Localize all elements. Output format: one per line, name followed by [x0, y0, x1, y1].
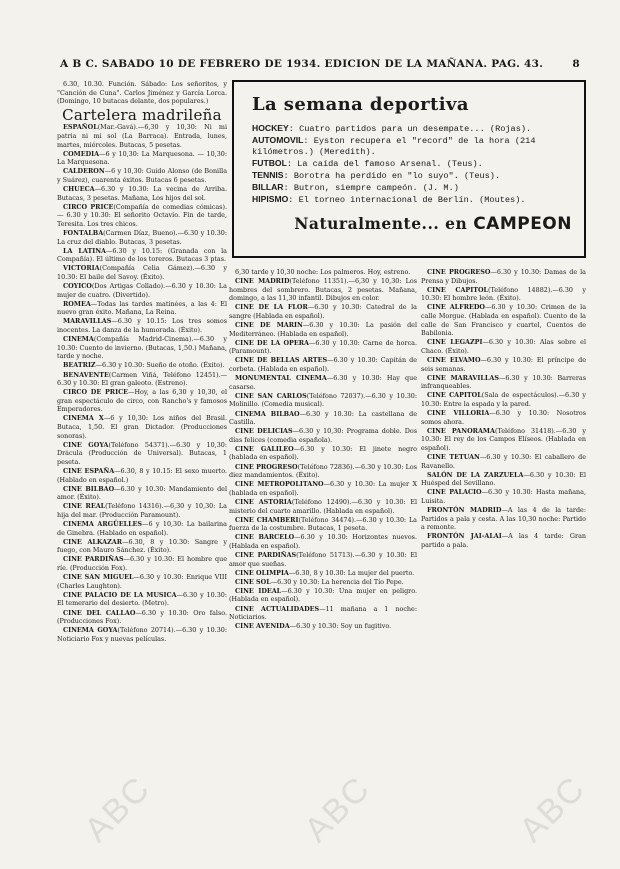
listing-entry — [57, 264, 227, 281]
listing-venue: CINEMA — [63, 335, 94, 344]
listing-entry — [421, 268, 586, 285]
listing-text: —6.30, 8 y 10.30: La mujer del puerto. — [288, 568, 415, 577]
listing-text: —6.30 y 10.30: Nosotros somos ahora. — [421, 409, 586, 426]
listing-text: —6.30 y 10.30: El hombre que ríe. (Producción Fox). — [57, 555, 227, 573]
listing-entry — [229, 339, 417, 356]
listing-entry — [229, 587, 417, 604]
listing-text: —6.30 y 10.30: Soy un fugitivo. — [289, 622, 392, 631]
listing-text: —6.30 y 10.30: El príncipe de seis semanas. — [421, 355, 586, 373]
listing-entry — [421, 488, 586, 505]
listing-entry — [57, 467, 227, 484]
col3-entries — [421, 268, 586, 550]
listing-venue: SALÓN DE LA ZARZUELA — [427, 470, 524, 479]
listing-text: (Carmen Viñá, Teléfono 12451).—6.30 y 10.30: El gran galeoto. (Estreno). — [57, 370, 227, 388]
listing-entry — [57, 185, 227, 202]
listing-venue: CINE DE LA OPERA — [235, 338, 309, 347]
listing-text: —6.30 y 10.30: La vecina de Arriba. Butacas, 3 pesetas. Mañana, Los hijos del sol. — [57, 185, 227, 202]
listing-text: —6 y 10,30: Guido Alonso (de Bonilla y Suárez), cuarenta éxitos. Butacas 6 pesetas. — [57, 167, 227, 184]
listing-entry — [229, 463, 417, 480]
listing-entry — [57, 388, 227, 414]
listing-entry — [229, 498, 417, 515]
listing-text: —6.30 y 10.30: La mujer X (hablada en español). — [229, 480, 417, 497]
listing-text: —6 y 10,30: La bailarina de Ginebra. (Hablado en español). — [57, 520, 227, 537]
listing-text: (Teléfono 20714).—6.30 y 10.30: Noticiario Fox y nuevas películas. — [57, 626, 227, 643]
listing-text: —6.30 y 10.30: Sueño de otoño. (Éxito). — [95, 361, 225, 370]
column-right — [421, 268, 586, 848]
listing-venue: CINE PALACIO — [427, 488, 482, 497]
listing-entry — [57, 229, 227, 246]
listing-entry — [421, 338, 586, 355]
listing-entry — [229, 321, 417, 338]
listing-entry — [57, 609, 227, 626]
listing-entry — [57, 414, 227, 440]
listing-text: —6.30 y 10.30: Enrique VIII (Charles Laughton). — [57, 573, 227, 590]
listing-entry — [57, 167, 227, 184]
listing-entry — [229, 605, 417, 622]
listing-venue: CINE PROGRESO — [427, 268, 491, 276]
listing-venue: CINE LEGAZPI — [427, 338, 483, 347]
listing-text: —6.30 y 10.30: Capitán de corbeta. (Hablada en español). — [229, 356, 417, 374]
listing-text: —6.30 y 10.30: La castellana de Castilla. — [229, 409, 417, 427]
listing-entry — [57, 371, 227, 388]
listing-text: (Dos Artigas Collado).—6.30 y 10.30: La mujer de cuatro. (Divertido). — [57, 282, 227, 299]
listing-text: —6.30 y 10.30: Damas de la Prensa y Dibujos. — [421, 268, 586, 285]
page-header — [60, 58, 580, 70]
listing-text: 6,30 tarde y 10,30 noche: Los palmeros. Hoy, estreno. — [235, 268, 411, 276]
listing-text: —6.30 y 10.30: Carne de horca. (Paramount). — [229, 338, 417, 356]
listing-venue: CINE ACTUALIDADES — [235, 604, 320, 613]
listing-text: —6.30 y 10.30: Mandamiento del amor. (Éxito). — [57, 484, 227, 502]
sports-advert — [232, 80, 586, 258]
advert-line: BILLAR: Butron, siempre campeón. (J. M.) — [252, 182, 459, 193]
listing-entry — [229, 480, 417, 497]
advert-line: TENNIS: Borotra ha perdido en "lo suyo". (Teus). — [252, 170, 501, 181]
listing-venue: CINE PANORAMA — [427, 426, 495, 435]
listing-entry — [229, 533, 417, 550]
listing-entry — [57, 441, 227, 467]
listing-venue: CINE PARDIÑAS — [235, 551, 297, 559]
listing-entry — [421, 303, 586, 337]
listing-text: (Teléfono 14316).—6,30 y 10,30: La hija del mar. (Producción Paramount). — [57, 502, 227, 519]
listing-text: (Teléfono 31418).—6.30 y 10.30: El rey de los Campos Elíseos. (Hablada en español). — [421, 426, 586, 452]
listing-venue: CINE TETUAN — [427, 452, 480, 461]
listing-venue: CINE ASTORIA — [235, 497, 292, 506]
listing-venue: CHUECA — [63, 185, 95, 194]
listing-entry — [57, 335, 227, 361]
listing-venue: CINE MADRID — [235, 277, 290, 286]
listing-venue: CINE DEL CALLAO — [63, 608, 136, 617]
listing-text: (Teléfono 51713).—6.30 y 10.30: El amor que sueñas. — [229, 551, 417, 568]
page-mark: 8 — [572, 58, 580, 70]
listing-text: —6 y 10,30: La Marquesona. — 10,30: La Marquesona. — [57, 149, 227, 167]
listing-entry — [229, 551, 417, 568]
listing-venue: CIRCO PRICE — [63, 202, 114, 211]
listing-text: —6.30 y 10.30: El Huésped del Sevillano. — [421, 470, 586, 488]
listing-entry — [229, 427, 417, 444]
listing-venue: CIRCO DE PRICE — [63, 388, 129, 397]
advert-line: AUTOMOVIL: Eyston recupera el "record" de la hora (214 kilómetros.) (Meredith). — [252, 135, 536, 157]
listing-text: (Compañía de comedias cómicas). — 6.30 y 10.30: El señorito Octavio. Fin de tarde, Teresita. Los tres chicos. — [57, 202, 227, 228]
listing-text: —6.30 y 10.15: (Granada con la Compañía). El último de los toreros. Butacas 3 ptas. — [57, 246, 227, 264]
listing-venue: BENAVENTE — [63, 370, 109, 379]
column-left — [57, 80, 227, 850]
listing-venue: ROMEA — [63, 299, 91, 308]
listing-entry — [57, 300, 227, 317]
listing-text: (Carmen Díaz, Bueno).—6.30 y 10.30: La cruz del diablo. Butacas, 3 pesetas. — [57, 229, 227, 246]
listing-text: —6.30 y 10.30: Hasta mañana, Luisita. — [421, 488, 586, 505]
listing-text: (Mar.-Gavá).—6,30 y 10,30: Ni mi patria ni mi sol (La Barraca). Entrada, lunes, martes, miércoles. Butacas, 5 pesetas. — [57, 123, 227, 149]
listing-text: —6.30 y 10.30: Oro falso. (Producciones Fox). — [57, 608, 227, 626]
listing-text: (Teléfono 11351).—6,30 y 10,30: Los hombres del sombrero. Butacas, 2 pesetas. Mañana, domingo, a las 11,30 infantil. Dibujos en color. — [229, 277, 417, 303]
listing-venue: CINEMA ARGÜELLES — [63, 520, 143, 529]
listing-venue: CINE SAN CARLOS — [235, 391, 307, 400]
listing-venue: COMEDIA — [63, 149, 100, 158]
col1-entries — [57, 123, 227, 643]
listing-venue: LA LATINA — [63, 246, 107, 255]
advert-slogan — [252, 214, 572, 234]
listing-venue: CINE DE MARIN — [235, 321, 303, 330]
advert-line: FUTBOL: La caída del famoso Arsenal. (Teus). — [252, 158, 483, 169]
listing-entry — [421, 391, 586, 408]
listing-venue: CINE OLIMPIA — [235, 568, 289, 577]
listing-venue: CINE DELICIAS — [235, 427, 293, 436]
listing-entry — [421, 374, 586, 391]
listing-entry — [421, 453, 586, 470]
listing-venue: CINEMA X — [63, 414, 104, 423]
listing-venue: CINE REAL — [63, 502, 106, 511]
listing-entry — [421, 286, 586, 303]
listing-entry — [57, 317, 227, 334]
listing-entry — [57, 591, 227, 608]
listing-text: (Teléfono 14882).—6.30 y 10.30: El hombre león. (Éxito). — [421, 285, 586, 303]
listing-entry — [421, 471, 586, 488]
listing-entry — [229, 445, 417, 462]
listing-entry — [57, 150, 227, 167]
listing-text: —6.30 y 10.30: Catedral de la sangre (Hablada en español). — [229, 303, 417, 320]
listing-venue: CINE PROGRESO — [235, 462, 298, 471]
listing-entry — [57, 247, 227, 264]
listing-text: —6.30 y 10.15: Los tres somos inocentes. La danza de la humorada. (Éxito). — [57, 317, 227, 335]
listing-text: —6.30 y 10.30: Hay que casarse. — [229, 374, 417, 391]
listing-text: (Teléfono 12490).—6.30 y 10.30: El misterio del cuarto amarillo. (Hablada en español). — [229, 497, 417, 515]
listing-venue: CINE MARAVILLAS — [427, 373, 499, 382]
listing-venue: CINEMA BILBAO — [235, 409, 300, 418]
listing-text: —11 mañana a 1 noche: Noticiarios. — [229, 604, 417, 622]
listing-venue: CINE CHAMBERI — [235, 515, 299, 524]
advert-line: HIPISMO: El torneo internacional de Berlín. (Moutes). — [252, 194, 526, 205]
advert-line: HOCKEY: Cuatro partidos para un desempate... (Rojas). — [252, 123, 532, 134]
listing-entry — [57, 485, 227, 502]
listing-text: —6.30 y 10.30: Una mujer en peligro. (Hablada en español). — [229, 586, 417, 604]
listing-entry — [229, 392, 417, 409]
advert-title: La semana deportiva — [252, 94, 469, 115]
listing-venue: CINE CAPITOL — [427, 285, 489, 294]
listing-venue: CINE BILBAO — [63, 484, 115, 493]
listing-text: —6.30 y 10.30: La pasión del Mediterráneo. (Hablada en español). — [229, 321, 417, 338]
listing-venue: CINE BARCELO — [235, 533, 295, 542]
listing-venue: MARAVILLAS — [63, 317, 112, 326]
advert-brand: CAMPEON — [473, 214, 572, 234]
listing-text: —6.30, 8 y 10.30: Sangre y fuego, con Mauro Sánchez. (Éxito). — [57, 537, 227, 555]
listing-text: —6.30 y 10.30: El caballero de Ravanello. — [421, 452, 586, 470]
listing-venue: CINE METROPOLITANO — [235, 480, 324, 489]
listing-venue: CINE ALKAZAR — [63, 537, 123, 546]
col2-entries — [229, 268, 417, 631]
listing-text: —6.30 y 10.30: Crimen de la calle Morgue. (Hablada en español). Cuento de la calle de San Francisco y cuartel, Cuentos de Babilonia. — [421, 303, 586, 338]
listing-entry — [57, 626, 227, 643]
listing-text: —6.30 y 10.30: La herencia del Tío Pepe. — [270, 577, 404, 586]
listing-entry — [229, 569, 417, 578]
listing-venue: CINE SOL — [235, 577, 271, 586]
listing-venue: FRONTÓN MADRID — [427, 506, 502, 515]
listing-text: —A las 4 tarde: Gran partido a pala. — [421, 532, 586, 549]
listing-entry — [57, 502, 227, 519]
abc-watermark: ABC — [77, 768, 158, 850]
listing-venue: COYICO — [63, 282, 92, 291]
listing-text: —6.30 y 10.30: Horizontes nuevos. (Hablada en español). — [229, 533, 417, 550]
listing-text: —6.30 y 10.30: Barreras infranqueables. — [421, 373, 586, 391]
listing-text: (Teléfono 34474).—6.30 y 10.30: La fuerza de la costumbre. Butacas, 1 peseta. — [229, 515, 417, 533]
listing-text: —6.30 y 10.30: El jinete negro (hablada en español). — [229, 444, 417, 462]
listing-entry — [57, 361, 227, 370]
listing-venue: BEATRIZ — [63, 361, 96, 370]
listing-entry — [229, 303, 417, 320]
listing-text: (Sala de espectáculos).—6.30 y 10.30: Entre la espada y la pared. — [421, 391, 586, 408]
listing-venue: CINEMA GOYA — [63, 626, 118, 635]
listing-text: —6.30 y 10.30: El temerario del desierto. (Metro). — [57, 590, 227, 608]
listing-entry — [57, 520, 227, 537]
listing-venue: CINE PARDIÑAS — [63, 555, 124, 564]
listing-entry — [57, 282, 227, 299]
listing-text: —Todas las tardes matinées, a las 4: El nuevo gran éxito. Mañana, La Reina. — [57, 299, 227, 317]
listing-entry — [57, 123, 227, 149]
listing-text: —6.30 y 10,30: Programa doble. Dos días felices (comedia española). — [229, 427, 417, 444]
listing-entry — [229, 356, 417, 373]
listing-venue: CALDERON — [63, 167, 105, 176]
listing-venue: CINE IDEAL — [235, 586, 282, 595]
listing-entry — [229, 622, 417, 631]
listing-venue: CINE DE BELLAS ARTES — [235, 356, 328, 365]
section-title: Cartelera madrileña — [62, 105, 222, 124]
listing-venue: CINE VILLORIA — [427, 409, 490, 417]
listing-entry — [57, 538, 227, 555]
listing-venue: CINE AVENIDA — [235, 622, 290, 631]
listing-venue: FONTALBA — [63, 229, 104, 237]
listing-venue: CINE ESPAÑA — [63, 467, 115, 476]
listing-entry — [229, 516, 417, 533]
listing-venue: CINE CAPITOL — [427, 391, 482, 400]
abc-watermark: ABC — [512, 768, 593, 850]
listing-entry — [229, 268, 417, 277]
listing-text: —Hoy, a las 6,30 y 10,30, el gran espectáculo de circo, con Rancho's y famosos Emperadores. — [57, 388, 227, 414]
listing-entry — [57, 555, 227, 572]
listing-text: —6.30, 8 y 10.15: El sexo muerto. (Hablado en español.) — [57, 467, 227, 484]
listing-text: (Teléfono 72836).—6.30 y 10.30: Los diez mandamientos. (Éxito). — [229, 462, 417, 480]
listing-text: (Compañía Madrid-Cinema).—6.30 y 10.30: Cuento de invierno. (Butacas, 1,50.) Mañana, tarde y noche. — [57, 335, 227, 361]
listing-venue: CINE GALILEO — [235, 444, 294, 453]
listing-venue: FRONTÓN JAI-ALAI — [427, 532, 502, 541]
listing-entry — [421, 506, 586, 532]
listing-venue: CINE ELVAMO — [427, 355, 481, 364]
listing-entry — [57, 203, 227, 229]
listing-text: (Teléfono 72037).—6.30 y 10.30: Molinillo. (Comedia musical). — [229, 391, 417, 409]
advert-slogan-text: Naturalmente... en — [294, 214, 468, 233]
listing-entry — [421, 532, 586, 549]
listing-text: (Compañía Celia Gámez).—6.30 y 10.30: El baile del Savoy. (Éxito). — [57, 264, 227, 281]
listing-entry — [421, 409, 586, 426]
listing-entry — [229, 578, 417, 587]
listing-venue: CINE SAN MIGUEL — [63, 573, 134, 582]
listing-entry — [57, 573, 227, 590]
listing-entry — [421, 427, 586, 453]
listing-venue: ESPAÑOL — [63, 123, 98, 132]
listing-text: —A las 4 de la tarde: Partidos a pala y cesta. A las 10,30 noche: Partido a remonte. — [421, 506, 586, 532]
advert-lines — [252, 123, 572, 206]
listing-text: —6 y 10,30: Los niños del Brasil. Butaca, 1,50. El gran Dictador. (Producciones sonoras). — [57, 414, 227, 440]
col1-intro: 6.30, 10.30. Función. Sábado: Los señoritos, y "Canción de Cuna". Carlos Jiménez y García Lorca. (Domingo, 10 butacas delante, dos populares.) — [57, 80, 227, 106]
listing-entry — [421, 356, 586, 373]
listing-text: (Teléfono 54371).—6.30 y 10,30: Drácula (Producción de Universal). Butacas, 1 peseta. — [57, 440, 227, 466]
listing-entry — [229, 277, 417, 303]
abc-watermark: ABC — [297, 768, 378, 850]
listing-venue: CINE DE LA FLOR — [235, 303, 308, 312]
listing-text: —6.30 y 10.30: Alas sobre el Chaco. (Éxito). — [421, 338, 586, 355]
listing-venue: CINE PALACIO DE LA MUSICA — [63, 590, 177, 599]
listing-entry — [229, 374, 417, 391]
listing-venue: VICTORIA — [63, 264, 100, 273]
listing-venue: CINE GOYA — [63, 440, 109, 449]
column-middle — [229, 268, 417, 848]
listing-venue: CINE ALFREDO — [427, 303, 485, 312]
listing-entry — [229, 410, 417, 427]
header-text: A B C. SABADO 10 DE FEBRERO DE 1934. EDICION DE LA MAÑANA. PAG. 43. — [60, 58, 544, 70]
listing-venue: MONUMENTAL CINEMA — [235, 374, 327, 383]
